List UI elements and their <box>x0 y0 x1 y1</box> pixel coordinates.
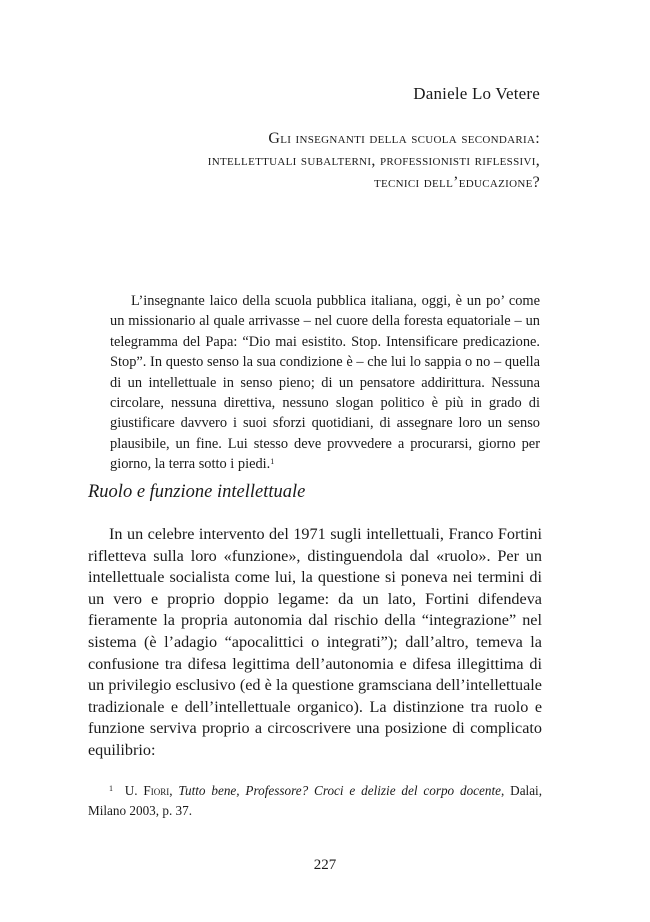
chapter-title <box>80 128 540 194</box>
title-line-2: intellettuali subalterni, professionisti riflessivi, <box>207 152 540 169</box>
body-paragraph: In un celebre intervento del 1971 sugli intellettuali, Franco Fortini rifletteva sulla loro «funzione», distinguendola dal «ruolo». Per un intellettuale socialista come lui, la questione si poneva nei termini di un vero e proprio doppio legame: da un lato, Fortini difendeva fieramente la propria autonomia dal rischio della “integrazione” nel sistema (è l’adagio “apocalittici o integrati”); dall’altro, temeva la confusione tra difesa legittima dell’autonomia e difesa illegittima di un privilegio esclusivo (ed è la questione gramsciana dell’intellettuale tradizionale e dell’intellettuale organico). La distinzione tra ruolo e funzione serviva proprio a circoscrivere una posizione di complicato equilibrio: <box>88 525 542 759</box>
footnote-author: U. Fiori, <box>124 783 173 798</box>
footnote-title: Tutto bene, Professore? Croci e delizie del corpo docente <box>178 783 502 798</box>
epigraph-paragraph <box>110 291 540 475</box>
author-name: Daniele Lo Vetere <box>413 84 540 103</box>
section-heading: Ruolo e funzione intellettuale <box>88 482 306 502</box>
footnote <box>88 781 542 821</box>
footnote-paragraph <box>88 781 542 821</box>
body-text <box>88 524 542 762</box>
title-line-3: tecnici dell’educazione? <box>374 174 540 191</box>
footnote-number: 1 <box>109 784 113 793</box>
footnote-details: , Dalai, Milano 2003, p. 37. <box>88 783 543 818</box>
epigraph <box>110 291 540 475</box>
title-line-1: Gli insegnanti della scuola secondaria: <box>268 130 540 147</box>
footnote-reference: 1 <box>270 457 275 467</box>
page-number: 227 <box>313 857 337 873</box>
epigraph-text: L’insegnante laico della scuola pubblica italiana, oggi, è un po’ come un missionario al quale arrivasse – nel cuore della foresta equatoriale – un telegramma del Papa: “Dio mai esistito. Stop. Intensificare predicazione. Stop”. In questo senso la sua condizione è – che lui lo sappia o no – quella di un intellettuale in senso pieno; di un pensatore addirittura. Nessuna circolare, nessuna direttiva, nessuno slogan politico è più in grado di giustificare davvero i suoi sforzi quotidiani, di assegnare loro un senso plausibile, un fine. Lui stesso deve provvedere a procurarsi, giorno per giorno, la terra sotto i piedi. <box>110 293 540 473</box>
